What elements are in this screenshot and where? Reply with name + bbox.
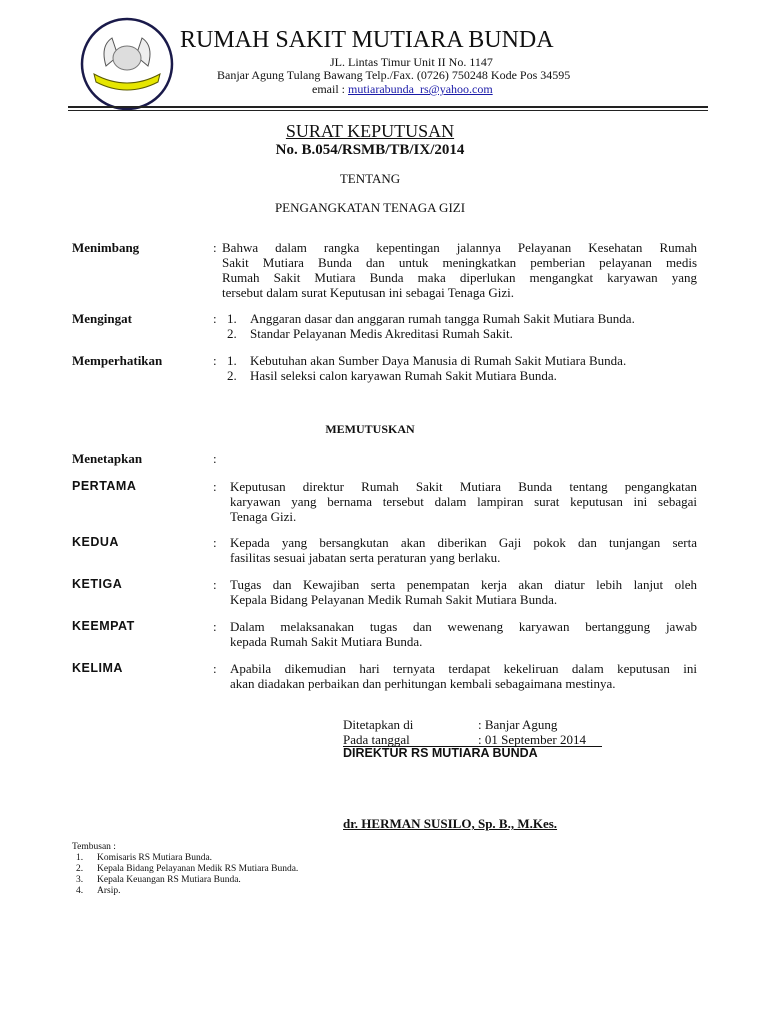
decision-line: kepada Rumah Sakit Mutiara Bunda. [230,634,423,649]
tembusan-label: Tembusan : [72,842,116,852]
decision-line: karyawan yang bernama tersebut dalam lampiran surat keputusan ini sebagai [230,494,697,509]
colon: : [213,479,217,494]
document-number: No. B.054/RSMB/TB/IX/2014 [275,142,465,158]
list-number: 1. [227,311,237,326]
decision-line: fasilitas sesuai jabatan serta peraturan yang berlaku. [230,550,501,565]
pertama-label: PERTAMA [72,479,137,493]
menimbang-label: Menimbang [72,240,140,255]
email-line [312,82,493,97]
list-number: 2. [76,864,84,874]
decision-line: Kepala Bidang Pelayanan Medik Rumah Sakit Mutiara Bunda. [230,592,558,607]
menimbang-line: Bahwa dalam rangka kepentingan jalannya Pelayanan Kesehatan Rumah [222,240,697,255]
list-number: 2. [227,368,237,383]
address-line-1: JL. Lintas Timur Unit II No. 1147 [330,55,493,69]
colon: : [213,353,217,368]
list-item: Anggaran dasar dan anggaran rumah tangga Rumah Sakit Mutiara Bunda. [250,311,635,326]
decision-line: Tugas dan Kewajiban serta penempatan kerja akan diatur lebih lanjut oleh [230,577,697,592]
list-item: Hasil seleksi calon karyawan Rumah Sakit Mutiara Bunda. [250,368,557,383]
list-number: 3. [76,875,84,885]
tembusan-item: Arsip. [97,886,121,896]
signatory-position: DIREKTUR RS MUTIARA BUNDA [343,746,538,760]
list-number: 1. [76,853,84,863]
colon: : [213,661,217,676]
tembusan-item: Kepala Keuangan RS Mutiara Bunda. [97,875,241,885]
tembusan-item: Kepala Bidang Pelayanan Medik RS Mutiara Bunda. [97,864,299,874]
list-number: 2. [227,326,237,341]
colon: : [213,619,217,634]
decision-line: Apabila dikemudian hari ternyata terdapat kekeliruan dalam keputusan ini [230,661,697,676]
decision-line: Keputusan direktur Rumah Sakit Mutiara Bunda tentang pengangkatan [230,479,697,494]
decision-line: Kepada yang bersangkutan akan diberikan Gaji pokok dan tunjangan serta [230,535,697,550]
decision-line: Tenaga Gizi. [230,509,297,524]
header-divider [68,106,708,111]
menimbang-line: tersebut dalam surat Keputusan ini sebagai Tenaga Gizi. [222,285,514,300]
document-subject: PENGANGKATAN TENAGA GIZI [274,200,466,215]
signatory-name: dr. HERMAN SUSILO, Sp. B., M.Kes. [343,816,558,831]
memutuskan-heading: MEMUTUSKAN [325,422,415,436]
kedua-label: KEDUA [72,535,119,549]
tentang-heading: TENTANG [339,171,401,186]
list-item: Standar Pelayanan Medis Akreditasi Rumah Sakit. [250,326,513,341]
menimbang-line: Sakit Mutiara Bunda dan untuk meningkatkan pemberian pelayanan medis [222,255,697,270]
hospital-logo [78,16,176,112]
colon: : [213,240,217,255]
colon: : [213,577,217,592]
address-line-2: Banjar Agung Tulang Bawang Telp./Fax. (0726) 750248 Kode Pos 34595 [217,68,571,82]
decision-line: Dalam melaksanakan tugas dan wewenang karyawan bertanggung jawab [230,619,697,634]
kelima-label: KELIMA [72,661,123,675]
email-link[interactable]: mutiarabunda_rs@yahoo.com [348,82,493,96]
date-label: Pada tanggal [343,732,410,747]
colon: : [213,451,217,466]
hospital-name: RUMAH SAKIT MUTIARA BUNDA [180,27,554,53]
tembusan-item: Komisaris RS Mutiara Bunda. [97,853,213,863]
list-number: 4. [76,886,84,896]
decision-line: akan diadakan perbaikan dan perhitungan kembali sebagaimana mestinya. [230,676,616,691]
memperhatikan-label: Memperhatikan [72,353,163,368]
menetapkan-label: Menetapkan [72,451,143,466]
menimbang-line: Rumah Sakit Mutiara Bunda maka diperlukan mengangkat karyawan yang [222,270,697,285]
place-value: : Banjar Agung [478,717,558,732]
document-title: SURAT KEPUTUSAN [285,121,455,141]
email-label: email : [312,82,348,96]
ketiga-label: KETIGA [72,577,123,591]
colon: : [213,535,217,550]
list-number: 1. [227,353,237,368]
mengingat-label: Mengingat [72,311,132,326]
list-item: Kebutuhan akan Sumber Daya Manusia di Rumah Sakit Mutiara Bunda. [250,353,627,368]
keempat-label: KEEMPAT [72,619,135,633]
date-value: : 01 September 2014 [478,732,586,747]
place-label: Ditetapkan di [343,717,414,732]
date-row [343,732,602,747]
colon: : [213,311,217,326]
